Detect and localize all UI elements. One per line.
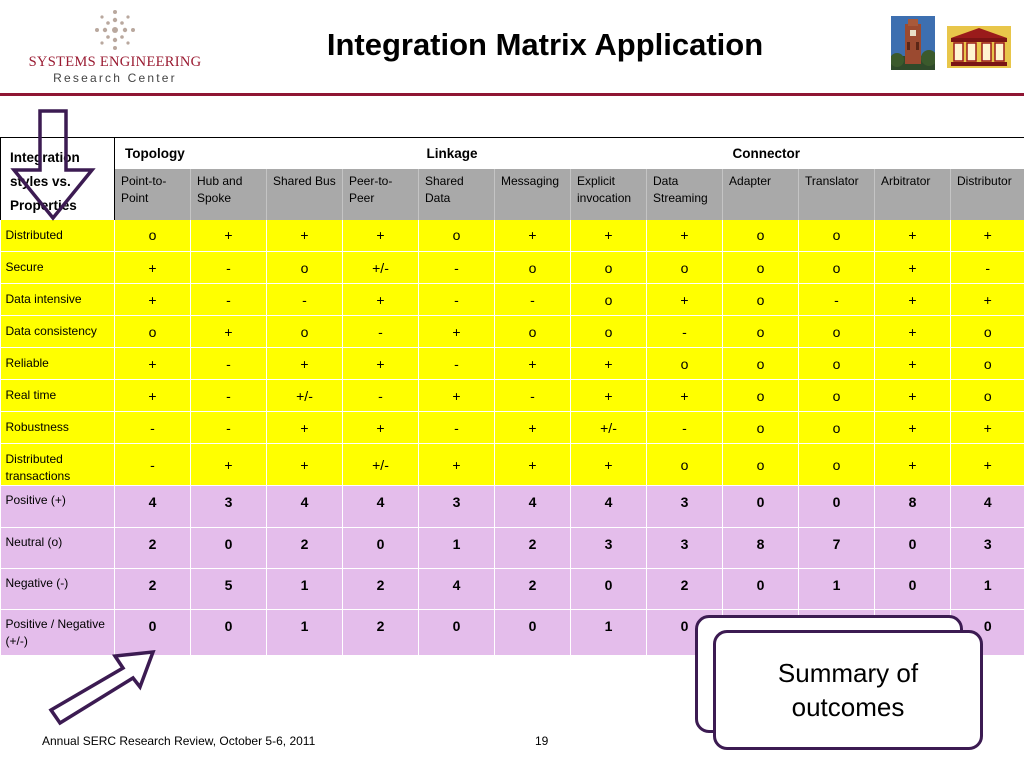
- summary-count-cell: 2: [495, 527, 571, 568]
- summary-count-cell: 8: [723, 527, 799, 568]
- summary-count-cell: 3: [647, 486, 723, 527]
- rating-cell: +: [343, 284, 419, 316]
- rating-cell: -: [191, 284, 267, 316]
- rating-cell: o: [647, 444, 723, 486]
- rating-cell: +: [647, 220, 723, 252]
- tower-photo: [891, 16, 935, 70]
- summary-count-cell: 0: [875, 568, 951, 609]
- summary-label: Positive / Negative (+/-): [1, 609, 115, 655]
- rating-cell: +: [571, 444, 647, 486]
- rating-cell: +: [875, 412, 951, 444]
- summary-count-cell: 2: [647, 568, 723, 609]
- column-header: Peer-to-Peer: [343, 169, 419, 220]
- rating-cell: o: [723, 316, 799, 348]
- rating-cell: -: [495, 284, 571, 316]
- summary-count-cell: 0: [571, 568, 647, 609]
- summary-count-cell: 1: [571, 609, 647, 655]
- rating-cell: +: [647, 380, 723, 412]
- rating-cell: +: [419, 316, 495, 348]
- rating-cell: o: [723, 220, 799, 252]
- rating-cell: +: [495, 348, 571, 380]
- summary-count-cell: 4: [571, 486, 647, 527]
- footer-page-number: 19: [535, 734, 549, 748]
- rating-cell: o: [647, 252, 723, 284]
- summary-count-cell: 1: [267, 609, 343, 655]
- rating-cell: +: [571, 220, 647, 252]
- rating-cell: +: [495, 412, 571, 444]
- summary-count-cell: 2: [343, 609, 419, 655]
- rating-cell: +/-: [343, 444, 419, 486]
- rating-cell: -: [419, 252, 495, 284]
- column-header: Distributor: [951, 169, 1024, 220]
- rating-cell: o: [723, 252, 799, 284]
- rating-cell: +: [191, 316, 267, 348]
- summary-count-cell: 4: [495, 486, 571, 527]
- property-label: Distributed transactions: [1, 444, 115, 486]
- property-row: [1, 412, 1024, 444]
- summary-callout: Summary of outcomes: [713, 630, 983, 750]
- column-header: Adapter: [723, 169, 799, 220]
- rating-cell: +: [951, 220, 1024, 252]
- rating-cell: -: [191, 252, 267, 284]
- rating-cell: +: [267, 220, 343, 252]
- summary-count-cell: 3: [951, 527, 1024, 568]
- rating-cell: -: [191, 380, 267, 412]
- slide-title: Integration Matrix Application: [326, 27, 764, 62]
- summary-count-cell: 0: [419, 609, 495, 655]
- rating-cell: o: [267, 252, 343, 284]
- rating-cell: o: [799, 412, 875, 444]
- column-header: Explicit invocation: [571, 169, 647, 220]
- rating-cell: o: [571, 284, 647, 316]
- rating-cell: o: [419, 220, 495, 252]
- rating-cell: +: [267, 348, 343, 380]
- category-linkage: Linkage: [419, 138, 723, 169]
- summary-count-cell: 0: [875, 527, 951, 568]
- rating-cell: -: [419, 412, 495, 444]
- rating-cell: +: [115, 252, 191, 284]
- rating-cell: +: [343, 412, 419, 444]
- summary-count-cell: 7: [799, 527, 875, 568]
- rating-cell: +: [191, 444, 267, 486]
- rating-cell: o: [799, 444, 875, 486]
- summary-count-cell: 1: [419, 527, 495, 568]
- property-row: [1, 380, 1024, 412]
- summary-count-cell: 4: [267, 486, 343, 527]
- rating-cell: o: [723, 412, 799, 444]
- rating-cell: o: [723, 444, 799, 486]
- rating-cell: +: [419, 444, 495, 486]
- rating-cell: o: [647, 348, 723, 380]
- rating-cell: +: [419, 380, 495, 412]
- header-divider: [0, 93, 1024, 96]
- rating-cell: o: [799, 316, 875, 348]
- integration-matrix: [0, 137, 1024, 656]
- rating-cell: +: [191, 220, 267, 252]
- logo-subtitle: Research Center: [53, 71, 177, 85]
- rating-cell: +/-: [571, 412, 647, 444]
- summary-count-cell: 0: [115, 609, 191, 655]
- column-header: Hub and Spoke: [191, 169, 267, 220]
- property-label: Real time: [1, 380, 115, 412]
- property-label: Secure: [1, 252, 115, 284]
- summary-count-cell: 0: [495, 609, 571, 655]
- summary-row: [1, 568, 1024, 609]
- rating-cell: o: [495, 252, 571, 284]
- summary-count-cell: 3: [419, 486, 495, 527]
- summary-count-cell: 2: [343, 568, 419, 609]
- rating-cell: -: [647, 316, 723, 348]
- rating-cell: o: [115, 316, 191, 348]
- logo-title: SYSTEMS ENGINEERING: [28, 54, 202, 70]
- rating-cell: o: [951, 316, 1024, 348]
- column-header: Translator: [799, 169, 875, 220]
- serc-logo-icon: [93, 8, 137, 52]
- rating-cell: o: [799, 220, 875, 252]
- summary-count-cell: 4: [951, 486, 1024, 527]
- property-label: Distributed: [1, 220, 115, 252]
- rating-cell: -: [647, 412, 723, 444]
- summary-count-cell: 4: [419, 568, 495, 609]
- summary-count-cell: 0: [191, 609, 267, 655]
- summary-count-cell: 0: [343, 527, 419, 568]
- summary-count-cell: 1: [799, 568, 875, 609]
- rating-cell: -: [799, 284, 875, 316]
- rating-cell: +: [115, 380, 191, 412]
- summary-label: Positive (+): [1, 486, 115, 527]
- summary-count-cell: 2: [115, 568, 191, 609]
- rating-cell: +: [951, 444, 1024, 486]
- rating-cell: +: [647, 284, 723, 316]
- property-row: [1, 348, 1024, 380]
- rating-cell: -: [343, 316, 419, 348]
- rating-cell: +: [875, 220, 951, 252]
- rating-cell: o: [799, 380, 875, 412]
- rating-cell: -: [419, 284, 495, 316]
- summary-label: Neutral (o): [1, 527, 115, 568]
- rating-cell: +: [875, 316, 951, 348]
- column-header: Arbitrator: [875, 169, 951, 220]
- rating-cell: +: [875, 348, 951, 380]
- rating-cell: +: [875, 380, 951, 412]
- rating-cell: o: [571, 316, 647, 348]
- rating-cell: o: [951, 380, 1024, 412]
- rating-cell: -: [191, 412, 267, 444]
- rating-cell: o: [115, 220, 191, 252]
- matrix-table: [0, 137, 1024, 656]
- summary-count-cell: 0: [191, 527, 267, 568]
- rating-cell: o: [951, 348, 1024, 380]
- summary-label: Negative (-): [1, 568, 115, 609]
- rating-cell: o: [723, 348, 799, 380]
- summary-count-cell: 2: [115, 527, 191, 568]
- rating-cell: +: [951, 412, 1024, 444]
- rating-cell: +: [343, 348, 419, 380]
- rating-cell: -: [115, 412, 191, 444]
- property-label: Robustness: [1, 412, 115, 444]
- rating-cell: +: [267, 412, 343, 444]
- summary-count-cell: 2: [267, 527, 343, 568]
- rating-cell: +/-: [343, 252, 419, 284]
- summary-count-cell: 4: [115, 486, 191, 527]
- property-row: [1, 252, 1024, 284]
- rating-cell: -: [267, 284, 343, 316]
- summary-row: [1, 527, 1024, 568]
- rating-cell: o: [267, 316, 343, 348]
- property-row: [1, 284, 1024, 316]
- rating-cell: +: [951, 284, 1024, 316]
- rating-cell: -: [419, 348, 495, 380]
- summary-count-cell: 3: [647, 527, 723, 568]
- rating-cell: +: [495, 444, 571, 486]
- rating-cell: +: [495, 220, 571, 252]
- rating-cell: +: [115, 348, 191, 380]
- matrix-corner-label: Integration styles vs. Properties: [1, 138, 115, 220]
- rating-cell: -: [191, 348, 267, 380]
- rating-cell: o: [495, 316, 571, 348]
- summary-count-cell: 0: [723, 568, 799, 609]
- summary-count-cell: 3: [571, 527, 647, 568]
- rating-cell: +: [115, 284, 191, 316]
- category-row: [1, 138, 1024, 169]
- summary-count-cell: 2: [495, 568, 571, 609]
- summary-count-cell: 0: [799, 486, 875, 527]
- rating-cell: +: [875, 444, 951, 486]
- property-label: Reliable: [1, 348, 115, 380]
- summary-count-cell: 1: [267, 568, 343, 609]
- summary-count-cell: 4: [343, 486, 419, 527]
- summary-count-cell: 5: [191, 568, 267, 609]
- column-header: Shared Data: [419, 169, 495, 220]
- column-header-row: [1, 169, 1024, 220]
- rating-cell: o: [723, 380, 799, 412]
- summary-count-cell: 0: [723, 486, 799, 527]
- rating-cell: +: [267, 444, 343, 486]
- rating-cell: o: [571, 252, 647, 284]
- footer-conference: Annual SERC Research Review, October 5-6, 2011: [42, 734, 316, 748]
- summary-row: [1, 486, 1024, 527]
- rating-cell: -: [115, 444, 191, 486]
- summary-count-cell: 1: [951, 568, 1024, 609]
- rating-cell: o: [799, 348, 875, 380]
- rating-cell: +: [875, 252, 951, 284]
- rating-cell: +: [571, 380, 647, 412]
- column-header: Point-to-Point: [115, 169, 191, 220]
- column-header: Shared Bus: [267, 169, 343, 220]
- property-row: [1, 444, 1024, 486]
- rating-cell: o: [799, 252, 875, 284]
- rating-cell: -: [343, 380, 419, 412]
- property-label: Data consistency: [1, 316, 115, 348]
- summary-count-cell: 0: [647, 609, 723, 655]
- down-arrow-icon: [8, 108, 98, 223]
- summary-count-cell: 0: [951, 609, 1024, 655]
- rating-cell: +: [343, 220, 419, 252]
- usc-building-logo: [947, 26, 1011, 68]
- serc-logo: [15, 8, 215, 88]
- rating-cell: -: [951, 252, 1024, 284]
- column-header: Messaging: [495, 169, 571, 220]
- property-row: [1, 316, 1024, 348]
- summary-count-cell: 8: [875, 486, 951, 527]
- rating-cell: +: [875, 284, 951, 316]
- pointer-arrow-icon: [45, 640, 160, 730]
- property-label: Data intensive: [1, 284, 115, 316]
- category-topology: Topology: [115, 138, 419, 169]
- property-row: [1, 220, 1024, 252]
- rating-cell: +/-: [267, 380, 343, 412]
- category-connector: Connector: [723, 138, 1024, 169]
- column-header: Data Streaming: [647, 169, 723, 220]
- rating-cell: +: [571, 348, 647, 380]
- summary-count-cell: 3: [191, 486, 267, 527]
- rating-cell: o: [723, 284, 799, 316]
- rating-cell: -: [495, 380, 571, 412]
